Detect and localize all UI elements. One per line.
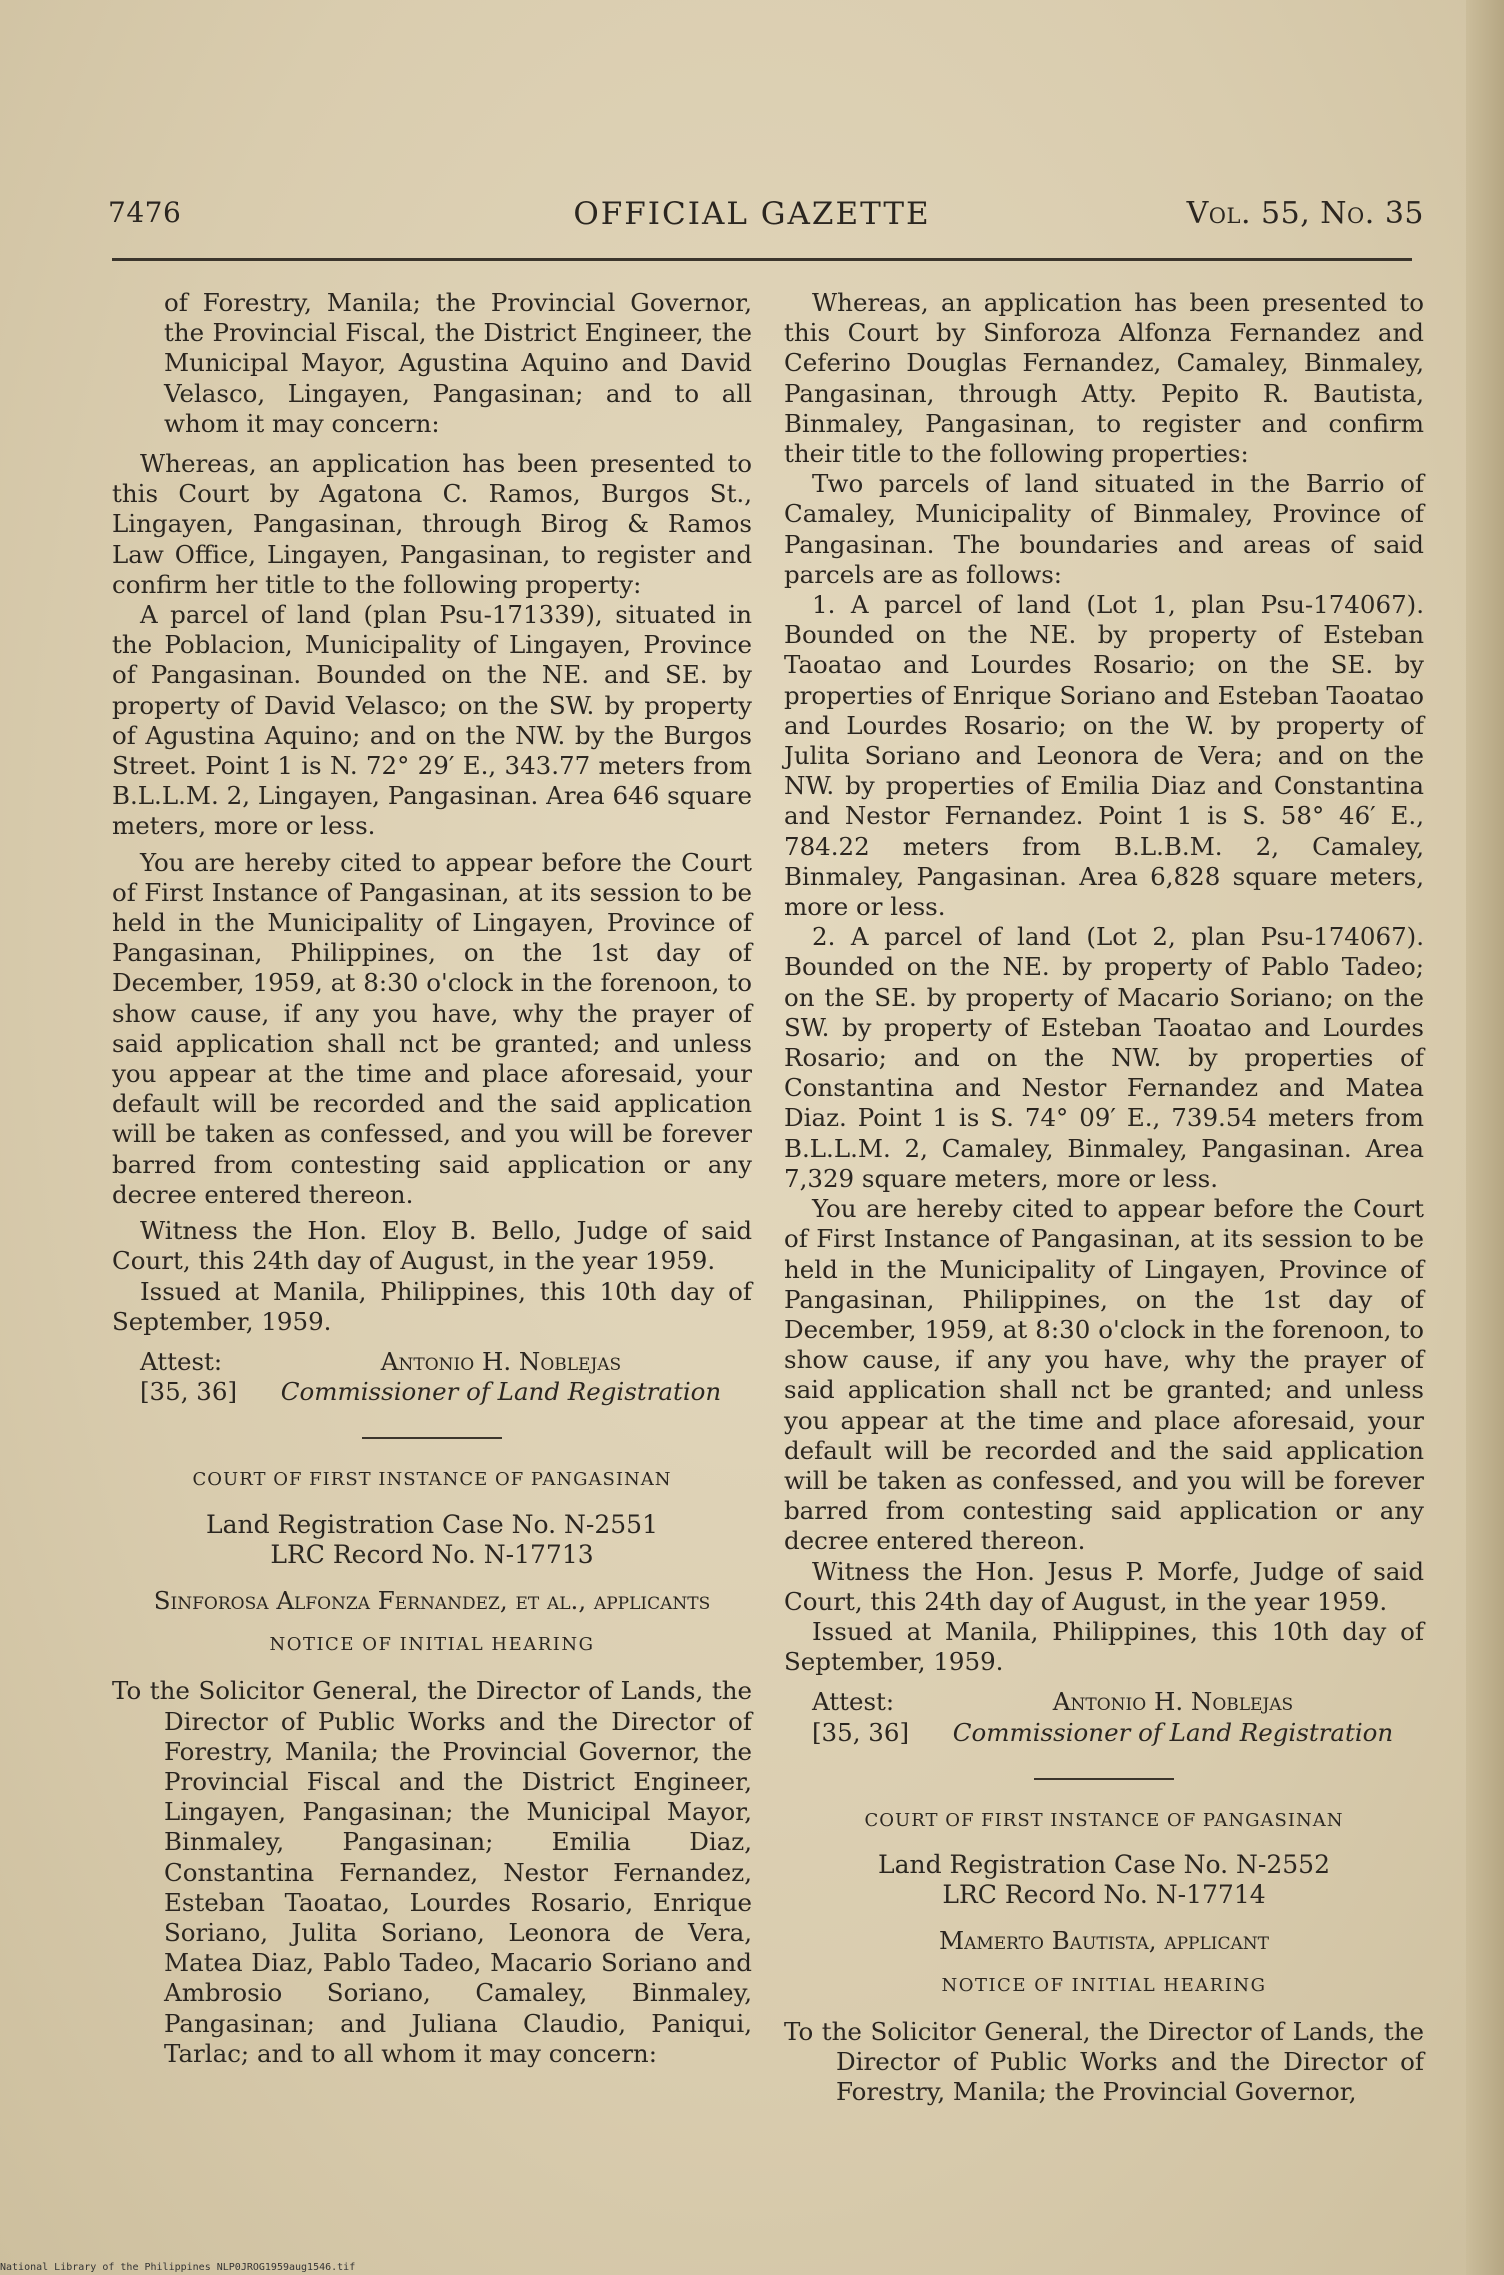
whereas-paragraph: Whereas, an application has been presented to this Court by Sinforoza Alfonza Fernandez and Ceferino Douglas Fernandez, Camaley, Binmaley, Pangasinan, through Atty. Pepito R. Bautista, Binmaley, Pangasinan, to register and confirm their title to the following properties: (784, 288, 1424, 469)
lot-2-description: 2. A parcel of land (Lot 2, plan Psu-174067). Bounded on the NE. by property of Pablo Tadeo; on the SE. by property of Macario Soriano; on the SW. by property of Esteban Taoatao and Lourdes Rosario; and on the NW. by properties of Constantina and Nestor Fernandez and Matea Diaz. Point 1 is S. 74° 09′ E., 739.54 meters from B.L.L.M. 2, Camaley, Binmaley, Pangasinan. Area 7,329 square meters, more or less. (784, 922, 1424, 1193)
signer-name: Antonio H. Noblejas (380, 1346, 622, 1376)
attest-block (112, 1347, 752, 1407)
record-number: LRC Record No. N-17713 (270, 1539, 594, 1569)
case-number: Land Registration Case No. N-2552 (878, 1849, 1330, 1879)
signer-title: Commissioner of Land Registration (280, 1377, 722, 1407)
citation-paragraph: You are hereby cited to appear before the Court of First Instance of Pangasinan, at its session to be held in the Municipality of Lingayen, Province of Pangasinan, Philippines, on the 1st day of December, 1959, at 8:30 o'clock in the forenoon, to show cause, if any you have, why the prayer of said application shall nct be granted; and unless you appear at the time and place aforesaid, your default will be recorded and the said application will be taken as confessed, and you will be forever barred from contesting said application or any decree entered thereon. (784, 1194, 1424, 1556)
witness-paragraph: Witness the Hon. Jesus P. Morfe, Judge of said Court, this 24th day of August, in the year 1959. (784, 1556, 1424, 1616)
book-spine-shadow (1466, 0, 1504, 2275)
attest-reference: [35, 36] (812, 1717, 910, 1747)
signer-title: Commissioner of Land Registration (952, 1717, 1394, 1747)
section-separator (362, 1437, 502, 1439)
attest-label: Attest: (140, 1346, 223, 1376)
page-number: 7476 (108, 196, 182, 229)
attest-label: Attest: (812, 1687, 895, 1717)
citation-paragraph: You are hereby cited to appear before the Court of First Instance of Pangasinan, at its session to be held in the Municipality of Lingayen, Province of Pangasinan, Philippines, on the 1st day of December, 1959, at 8:30 o'clock in the forenoon, to show cause, if any you have, why the prayer of said application shall nct be granted; and unless you appear at the time and place aforesaid, your default will be recorded and the said application will be taken as confessed, and you will be forever barred from contesting said application or any decree entered thereon. (112, 847, 752, 1209)
signer-name: Antonio H. Noblejas (1052, 1687, 1294, 1717)
applicant-name: Mamerto Bautista, applicant (939, 1926, 1269, 1956)
notice-header: NOTICE OF INITIAL HEARING (269, 1634, 595, 1656)
section-separator (1034, 1778, 1174, 1780)
addressee-list: To the Solicitor General, the Director of Lands, the Director of Public Works and the Director of Forestry, Manila; the Provincial Governor, (784, 2016, 1424, 2107)
lot-1-description: 1. A parcel of land (Lot 1, plan Psu-174067). Bounded on the NE. by property of Esteban Taoatao and Lourdes Rosario; on the SE. by properties of Enrique Soriano and Esteban Taoatao and Lourdes Rosario; on the W. by property of Julita Soriano and Leonora de Vera; and on the NW. by properties of Emilia Diaz and Constantina and Nestor Fernandez. Point 1 is S. 58° 46′ E., 784.22 meters from B.L.B.M. 2, Camaley, Binmaley, Pangasinan. Area 6,828 square meters, more or less. (784, 590, 1424, 922)
attest-block (784, 1687, 1424, 1747)
applicant-name: Sinforosa Alfonza Fernandez, et al., applicants (153, 1585, 711, 1615)
whereas-paragraph: Whereas, an application has been presented to this Court by Agatona C. Ramos, Burgos St., Lingayen, Pangasinan, through Birog & Ramos Law Office, Lingayen, Pangasinan, to register and confirm her title to the following property: (112, 449, 752, 599)
parcels-intro: Two parcels of land situated in the Barrio of Camaley, Municipality of Binmaley, Province of Pangasinan. The boundaries and areas of said parcels are as follows: (784, 469, 1424, 589)
volume-number: Vol. 55, No. 35 (1186, 196, 1424, 231)
scan-source-footer: National Library of the Philippines NLP0JROG1959aug1546.tif (0, 2262, 356, 2273)
issued-paragraph: Issued at Manila, Philippines, this 10th day of September, 1959. (784, 1616, 1424, 1677)
addressee-continuation: of Forestry, Manila; the Provincial Governor, the Provincial Fiscal, the District Engineer, the Municipal Mayor, Agustina Aquino and David Velasco, Lingayen, Pangasinan; and to all whom it may concern: (164, 288, 752, 438)
notice-header: NOTICE OF INITIAL HEARING (941, 1974, 1267, 1996)
record-number: LRC Record No. N-17714 (942, 1880, 1266, 1910)
issued-paragraph: Issued at Manila, Philippines, this 10th day of September, 1959. (112, 1276, 752, 1336)
witness-paragraph: Witness the Hon. Eloy B. Bello, Judge of said Court, this 24th day of August, in the year 1959. (112, 1216, 752, 1276)
publication-title: OFFICIAL GAZETTE (573, 196, 931, 232)
property-description: A parcel of land (plan Psu-171339), situated in the Poblacion, Municipality of Lingayen, Province of Pangasinan. Bounded on the NE. and SE. by property of David Velasco; on the SW. by property of Agustina Aquino; and on the NW. by the Burgos Street. Point 1 is N. 72° 29′ E., 343.77 meters from B.L.L.M. 2, Lingayen, Pangasinan. Area 646 square meters, more or less. (112, 600, 752, 841)
court-header: COURT OF FIRST INSTANCE OF PANGASINAN (864, 1809, 1344, 1831)
right-column (784, 288, 1424, 2107)
addressee-list: To the Solicitor General, the Director of Lands, the Director of Public Works and the Director of Forestry, Manila; the Provincial Governor, the Provincial Fiscal and the District Engineer, Lingayen, Pangasinan; the Municipal Mayor, Binmaley, Pangasinan; Emilia Diaz, Constantina Fernandez, Nestor Fernandez, Esteban Taoatao, Lourdes Rosario, Enrique Soriano, Julita Soriano, Leonora de Vera, Matea Diaz, Pablo Tadeo, Macario Soriano and Ambrosio Soriano, Camaley, Binmaley, Pangasinan; and Juliana Claudio, Paniqui, Tarlac; and to all whom it may concern: (112, 1676, 752, 2068)
attest-reference: [35, 36] (140, 1377, 238, 1407)
header-rule (112, 258, 1412, 261)
case-number: Land Registration Case No. N-2551 (206, 1509, 658, 1539)
court-header: COURT OF FIRST INSTANCE OF PANGASINAN (192, 1469, 672, 1491)
left-column (112, 288, 752, 2069)
